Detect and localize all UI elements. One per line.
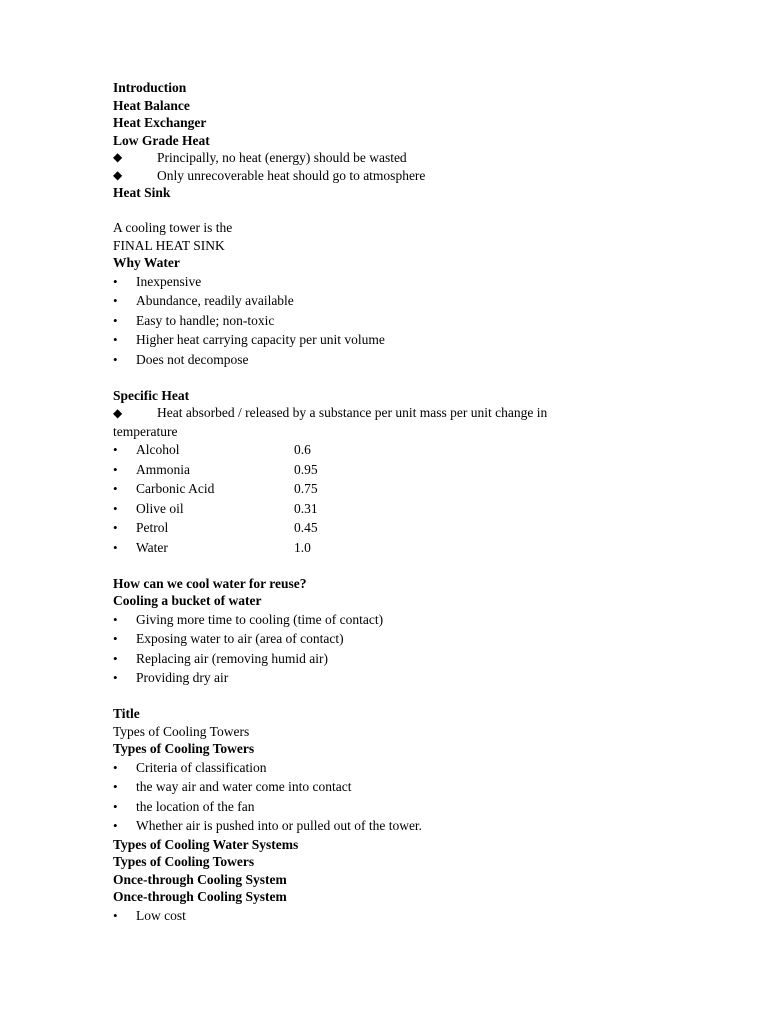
diamond-bullet-icon: ◆ — [113, 150, 123, 164]
bullet-icon: • — [113, 670, 118, 685]
list-item — [113, 797, 733, 817]
bullet-icon: • — [113, 332, 118, 347]
substance-name: Olive oil — [136, 500, 184, 516]
heat-sink-text-line1: A cooling tower is the — [113, 220, 233, 235]
list-item — [113, 906, 733, 926]
bullet-icon: • — [113, 818, 118, 833]
point-text: Principally, no heat (energy) should be wasted — [157, 150, 407, 165]
list-item-text: the location of the fan — [136, 798, 255, 814]
list-item — [113, 668, 733, 688]
specific-heat-value: 0.45 — [294, 520, 318, 535]
list-item-text: Inexpensive — [136, 273, 202, 289]
list-item — [113, 629, 733, 649]
cooling-bucket-list — [113, 610, 733, 688]
spacer — [113, 369, 733, 387]
heading-introduction: Introduction — [113, 80, 187, 95]
bullet-icon: • — [113, 500, 118, 516]
spacer — [113, 688, 733, 706]
heading-low-grade-heat: Low Grade Heat — [113, 132, 210, 148]
heading-heat-balance: Heat Balance — [113, 97, 190, 113]
list-item — [113, 311, 733, 331]
list-item — [113, 777, 733, 797]
document-page — [113, 79, 733, 925]
table-row — [113, 479, 733, 499]
substance-name: Alcohol — [136, 442, 180, 457]
list-item-text: the way air and water come into contact — [136, 779, 352, 794]
specific-heat-value: 1.0 — [294, 539, 311, 555]
list-item — [113, 649, 733, 669]
specific-heat-value: 0.95 — [294, 461, 318, 477]
heading-title: Title — [113, 706, 140, 721]
list-item — [113, 330, 733, 350]
heading-types-cooling-towers: Types of Cooling Towers — [113, 741, 255, 756]
list-item-text: Easy to handle; non-toxic — [136, 312, 275, 328]
heading-heat-sink: Heat Sink — [113, 185, 171, 200]
low-grade-heat-point — [113, 149, 733, 167]
diamond-bullet-icon: ◆ — [113, 406, 123, 420]
list-item — [113, 816, 733, 836]
substance-name: Petrol — [136, 520, 169, 535]
specific-heat-value: 0.6 — [294, 442, 311, 457]
list-item — [113, 610, 733, 630]
heading-once-through-1: Once-through Cooling System — [113, 871, 287, 887]
table-row — [113, 440, 733, 460]
bullet-icon: • — [113, 759, 118, 775]
heading-why-water: Why Water — [113, 255, 180, 270]
list-item — [113, 350, 733, 370]
list-item-text: Higher heat carrying capacity per unit volume — [136, 332, 385, 347]
heading-once-through-2: Once-through Cooling System — [113, 889, 287, 904]
table-row — [113, 499, 733, 519]
substance-name: Water — [136, 539, 168, 555]
list-item-text: Whether air is pushed into or pulled out of the tower. — [136, 818, 423, 833]
bullet-icon: • — [113, 461, 118, 477]
low-grade-heat-point — [113, 167, 733, 185]
title-text: Types of Cooling Towers — [113, 723, 250, 739]
list-item-text: Replacing air (removing humid air) — [136, 650, 328, 666]
heading-cooling-bucket: Cooling a bucket of water — [113, 593, 262, 608]
list-item-text: Giving more time to cooling (time of contact) — [136, 611, 384, 627]
definition-line2: temperature — [113, 423, 178, 439]
bullet-icon: • — [113, 631, 118, 646]
specific-heat-value: 0.75 — [294, 481, 318, 496]
list-item-text: Exposing water to air (area of contact) — [136, 631, 344, 646]
spacer — [113, 202, 733, 220]
bullet-icon: • — [113, 293, 118, 308]
bullet-icon: • — [113, 273, 118, 289]
bullet-icon: • — [113, 520, 118, 535]
specific-heat-value: 0.31 — [294, 500, 318, 516]
table-row — [113, 538, 733, 558]
heat-sink-text-line2: FINAL HEAT SINK — [113, 237, 225, 253]
bullet-icon: • — [113, 312, 118, 328]
heading-types-cooling-water-systems: Types of Cooling Water Systems — [113, 836, 299, 852]
specific-heat-table — [113, 440, 733, 557]
substance-name: Ammonia — [136, 461, 190, 477]
specific-heat-definition — [113, 404, 733, 440]
why-water-list — [113, 272, 733, 370]
bullet-icon: • — [113, 798, 118, 814]
once-through-list — [113, 906, 733, 926]
substance-name: Carbonic Acid — [136, 481, 215, 496]
definition-line1: Heat absorbed / released by a substance per unit mass per unit change in — [157, 405, 548, 420]
bullet-icon: • — [113, 779, 118, 794]
heading-specific-heat: Specific Heat — [113, 387, 190, 403]
list-item-text: Low cost — [136, 907, 186, 923]
list-item-text: Criteria of classification — [136, 759, 267, 775]
table-row — [113, 460, 733, 480]
heading-heat-exchanger: Heat Exchanger — [113, 115, 207, 130]
table-row — [113, 518, 733, 538]
bullet-icon: • — [113, 481, 118, 496]
list-item — [113, 291, 733, 311]
bullet-icon: • — [113, 442, 118, 457]
diamond-bullet-icon: ◆ — [113, 167, 123, 182]
list-item-text: Does not decompose — [136, 351, 249, 367]
spacer — [113, 557, 733, 575]
types-towers-list — [113, 758, 733, 836]
bullet-icon: • — [113, 611, 118, 627]
list-item-text: Providing dry air — [136, 670, 229, 685]
heading-how-cool: How can we cool water for reuse? — [113, 575, 307, 591]
list-item — [113, 758, 733, 778]
list-item — [113, 272, 733, 292]
list-item-text: Abundance, readily available — [136, 293, 294, 308]
bullet-icon: • — [113, 907, 118, 923]
point-text: Only unrecoverable heat should go to atmosphere — [157, 167, 426, 183]
heading-types-cooling-towers-2: Types of Cooling Towers — [113, 854, 255, 869]
bullet-icon: • — [113, 351, 118, 367]
bullet-icon: • — [113, 650, 118, 666]
bullet-icon: • — [113, 539, 118, 555]
